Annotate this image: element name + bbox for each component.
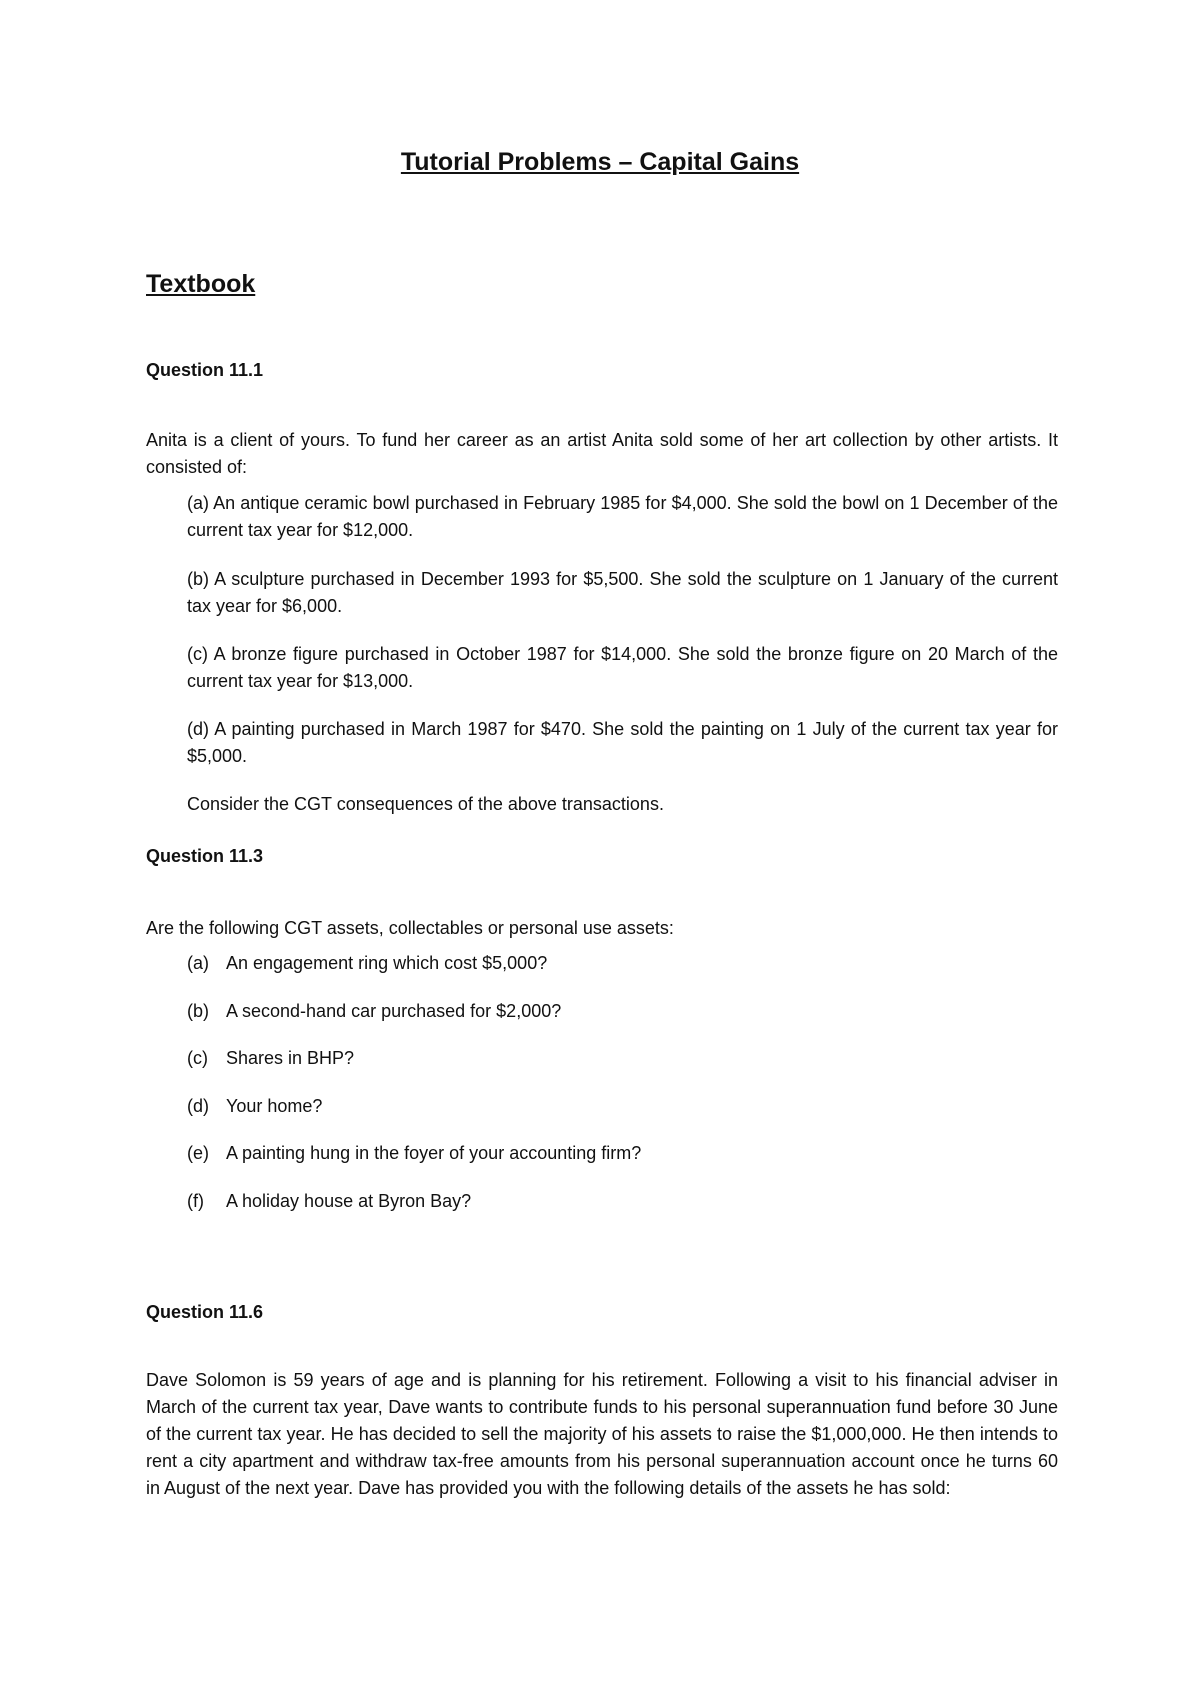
question-11-1-closing: Consider the CGT consequences of the above transactions. (187, 794, 664, 814)
list-item-text: A holiday house at Byron Bay? (226, 1191, 472, 1211)
question-11-3-item-f (187, 1188, 471, 1215)
list-marker: (d) (187, 1096, 209, 1116)
question-11-6-body: Dave Solomon is 59 years of age and is planning for his retirement. Following a visit to his financial adviser in March of the current tax year, Dave wants to contribute funds to his personal superannuation fund before 30 June of the current tax year. He has decided to sell the majority of his assets to raise the $1,000,000. He then intends to rent a city apartment and withdraw tax-free amounts from his personal superannuation account once he turns 60 in August of the next year. Dave has provided you with the following details of the assets he has sold: (146, 1370, 1058, 1498)
list-item-text: An engagement ring which cost $5,000? (226, 953, 548, 973)
question-11-3-item-d (187, 1093, 322, 1120)
list-marker: (e) (187, 1143, 209, 1163)
list-marker: (b) (187, 1001, 209, 1021)
question-11-1-item-b: (b) A sculpture purchased in December 1993 for $5,500. She sold the sculpture on 1 January of the current tax year for $6,000. (187, 569, 1058, 616)
question-11-3-intro: Are the following CGT assets, collectables or personal use assets: (146, 918, 674, 938)
question-11-3-heading: Question 11.3 (146, 846, 264, 866)
question-11-1-heading: Question 11.1 (146, 360, 264, 380)
list-item-text: Shares in BHP? (226, 1048, 355, 1068)
page-title: Tutorial Problems – Capital Gains (400, 148, 800, 176)
list-marker: (f) (187, 1191, 204, 1211)
list-marker: (a) (187, 953, 209, 973)
question-11-1-item-c: (c) A bronze figure purchased in October 1987 for $14,000. She sold the bronze figure on 20 March of the current tax year for $13,000. (187, 644, 1058, 691)
section-heading: Textbook (146, 270, 256, 298)
question-11-1-item-a: (a) An antique ceramic bowl purchased in February 1985 for $4,000. She sold the bowl on 1 December of the current tax year for $12,000. (187, 493, 1058, 540)
question-11-1-item-d: (d) A painting purchased in March 1987 for $470. She sold the painting on 1 July of the current tax year for $5,000. (187, 719, 1058, 766)
question-11-3-item-c (187, 1045, 354, 1072)
question-11-3-item-b (187, 998, 561, 1025)
list-marker: (c) (187, 1048, 208, 1068)
list-item-text: Your home? (226, 1096, 323, 1116)
question-11-6-heading: Question 11.6 (146, 1302, 264, 1322)
question-11-3-item-e (187, 1140, 641, 1167)
question-11-3-item-a (187, 950, 547, 977)
list-item-text: A second-hand car purchased for $2,000? (226, 1001, 562, 1021)
list-item-text: A painting hung in the foyer of your accounting firm? (226, 1143, 642, 1163)
question-11-1-intro: Anita is a client of yours. To fund her career as an artist Anita sold some of her art collection by other artists. It consisted of: (146, 430, 1058, 477)
